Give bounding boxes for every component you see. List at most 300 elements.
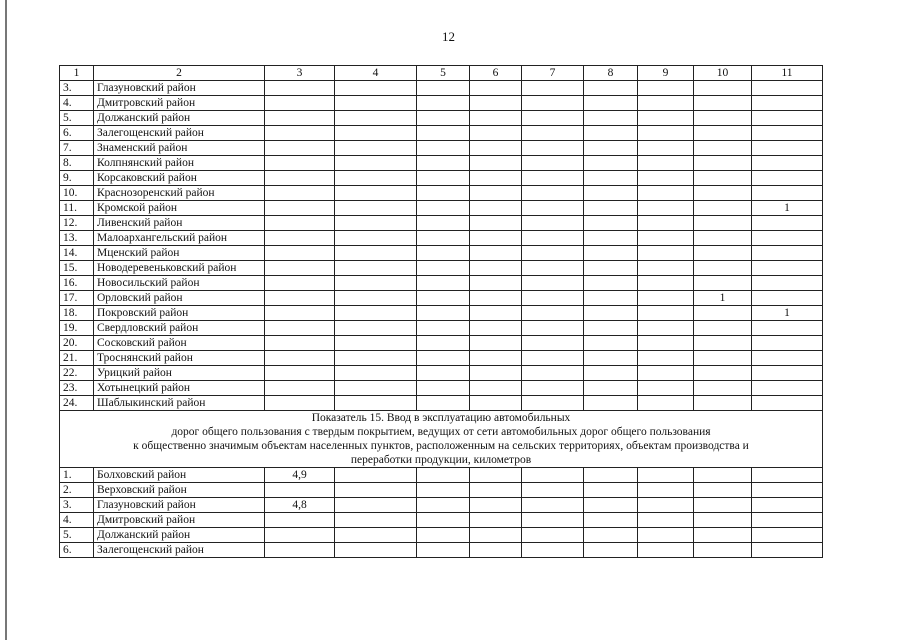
row-number: 12.	[60, 216, 94, 231]
district-name: Новосильский район	[94, 276, 265, 291]
district-name: Залегощенский район	[94, 126, 265, 141]
value-cell	[752, 96, 823, 111]
value-cell	[638, 231, 694, 246]
value-cell	[522, 186, 584, 201]
value-cell	[417, 498, 470, 513]
row-number: 18.	[60, 306, 94, 321]
value-cell	[417, 216, 470, 231]
value-cell	[470, 141, 522, 156]
value-cell: 4,9	[265, 468, 335, 483]
section-title	[60, 411, 823, 468]
value-cell	[265, 321, 335, 336]
value-cell	[522, 351, 584, 366]
value-cell	[638, 246, 694, 261]
column-number-cell: 11	[752, 66, 823, 81]
table-row	[60, 543, 823, 558]
value-cell	[752, 381, 823, 396]
value-cell	[584, 468, 638, 483]
value-cell	[470, 276, 522, 291]
value-cell	[522, 246, 584, 261]
district-name: Колпнянский район	[94, 156, 265, 171]
value-cell	[638, 111, 694, 126]
value-cell	[638, 306, 694, 321]
page-number: 12	[442, 29, 455, 44]
district-name: Верховский район	[94, 483, 265, 498]
value-cell	[752, 291, 823, 306]
value-cell	[522, 126, 584, 141]
table-row	[60, 498, 823, 513]
row-number: 14.	[60, 246, 94, 261]
district-name: Покровский район	[94, 306, 265, 321]
value-cell	[752, 141, 823, 156]
section-header-row	[60, 411, 823, 468]
value-cell	[694, 231, 752, 246]
value-cell	[335, 96, 417, 111]
section-title-line: переработки продукции, километров	[350, 454, 532, 466]
column-number-row	[60, 66, 823, 81]
value-cell	[470, 111, 522, 126]
value-cell	[584, 528, 638, 543]
value-cell	[417, 111, 470, 126]
value-cell	[335, 528, 417, 543]
value-cell	[335, 321, 417, 336]
value-cell	[522, 96, 584, 111]
row-number: 3.	[60, 498, 94, 513]
value-cell	[752, 246, 823, 261]
value-cell	[584, 276, 638, 291]
value-cell	[265, 366, 335, 381]
value-cell	[522, 483, 584, 498]
value-cell	[752, 156, 823, 171]
value-cell	[694, 381, 752, 396]
district-name: Должанский район	[94, 111, 265, 126]
value-cell	[265, 543, 335, 558]
table-row	[60, 291, 823, 306]
table-row	[60, 396, 823, 411]
table-row	[60, 483, 823, 498]
table-row	[60, 96, 823, 111]
column-number-cell: 5	[417, 66, 470, 81]
value-cell	[417, 336, 470, 351]
value-cell	[638, 366, 694, 381]
value-cell	[522, 81, 584, 96]
value-cell	[522, 498, 584, 513]
table-row	[60, 81, 823, 96]
value-cell	[470, 81, 522, 96]
value-cell	[584, 246, 638, 261]
value-cell	[638, 126, 694, 141]
value-cell	[638, 468, 694, 483]
value-cell	[470, 381, 522, 396]
row-number: 9.	[60, 171, 94, 186]
value-cell	[265, 291, 335, 306]
district-name: Знаменский район	[94, 141, 265, 156]
row-number: 7.	[60, 141, 94, 156]
value-cell	[584, 111, 638, 126]
value-cell	[752, 126, 823, 141]
district-name: Глазуновский район	[94, 81, 265, 96]
table-row	[60, 468, 823, 483]
district-name: Дмитровский район	[94, 96, 265, 111]
row-number: 5.	[60, 528, 94, 543]
value-cell	[752, 468, 823, 483]
value-cell	[638, 543, 694, 558]
value-cell	[417, 366, 470, 381]
table-row	[60, 186, 823, 201]
column-number-cell: 3	[265, 66, 335, 81]
value-cell	[470, 186, 522, 201]
table-row	[60, 336, 823, 351]
value-cell	[694, 306, 752, 321]
value-cell	[584, 96, 638, 111]
row-number: 5.	[60, 111, 94, 126]
value-cell	[522, 321, 584, 336]
row-number: 13.	[60, 231, 94, 246]
value-cell	[522, 336, 584, 351]
value-cell	[584, 498, 638, 513]
value-cell	[265, 381, 335, 396]
row-number: 16.	[60, 276, 94, 291]
value-cell	[335, 351, 417, 366]
district-name: Краснозоренский район	[94, 186, 265, 201]
value-cell	[584, 396, 638, 411]
row-number: 8.	[60, 156, 94, 171]
district-name: Корсаковский район	[94, 171, 265, 186]
value-cell	[265, 513, 335, 528]
value-cell	[694, 543, 752, 558]
value-cell	[522, 366, 584, 381]
value-cell	[470, 543, 522, 558]
value-cell	[335, 366, 417, 381]
value-cell	[335, 216, 417, 231]
value-cell	[265, 141, 335, 156]
table-row	[60, 321, 823, 336]
district-name: Свердловский район	[94, 321, 265, 336]
value-cell	[694, 141, 752, 156]
district-name: Шаблыкинский район	[94, 396, 265, 411]
value-cell	[638, 171, 694, 186]
row-number: 6.	[60, 543, 94, 558]
value-cell	[335, 246, 417, 261]
value-cell	[265, 96, 335, 111]
value-cell	[584, 483, 638, 498]
value-cell	[470, 396, 522, 411]
row-number: 22.	[60, 366, 94, 381]
value-cell	[694, 246, 752, 261]
value-cell	[638, 141, 694, 156]
value-cell	[335, 111, 417, 126]
table-row	[60, 231, 823, 246]
district-name: Болховский район	[94, 468, 265, 483]
value-cell	[694, 186, 752, 201]
table-row	[60, 381, 823, 396]
value-cell	[694, 366, 752, 381]
value-cell	[335, 498, 417, 513]
value-cell	[584, 216, 638, 231]
value-cell	[694, 156, 752, 171]
value-cell	[335, 231, 417, 246]
value-cell	[694, 336, 752, 351]
value-cell	[470, 96, 522, 111]
column-number-cell: 7	[522, 66, 584, 81]
value-cell	[335, 201, 417, 216]
value-cell	[752, 483, 823, 498]
value-cell	[522, 216, 584, 231]
value-cell	[417, 81, 470, 96]
district-name: Урицкий район	[94, 366, 265, 381]
table-row	[60, 171, 823, 186]
value-cell	[584, 336, 638, 351]
value-cell	[522, 171, 584, 186]
row-number: 4.	[60, 513, 94, 528]
value-cell	[638, 156, 694, 171]
value-cell	[470, 366, 522, 381]
value-cell	[694, 111, 752, 126]
value-cell	[752, 231, 823, 246]
district-name: Мценский район	[94, 246, 265, 261]
value-cell	[265, 201, 335, 216]
table-row	[60, 276, 823, 291]
value-cell	[265, 396, 335, 411]
value-cell	[417, 543, 470, 558]
value-cell	[265, 186, 335, 201]
value-cell	[522, 141, 584, 156]
value-cell	[584, 306, 638, 321]
table-row	[60, 306, 823, 321]
value-cell	[694, 321, 752, 336]
value-cell	[522, 468, 584, 483]
value-cell	[584, 201, 638, 216]
value-cell	[522, 261, 584, 276]
column-number-cell: 6	[470, 66, 522, 81]
value-cell	[638, 528, 694, 543]
value-cell	[638, 216, 694, 231]
value-cell	[752, 111, 823, 126]
value-cell	[417, 291, 470, 306]
value-cell	[584, 231, 638, 246]
value-cell: 1	[752, 201, 823, 216]
value-cell	[265, 276, 335, 291]
table-row	[60, 216, 823, 231]
value-cell	[470, 126, 522, 141]
value-cell	[584, 126, 638, 141]
value-cell	[584, 321, 638, 336]
value-cell	[522, 111, 584, 126]
value-cell	[584, 543, 638, 558]
value-cell	[335, 261, 417, 276]
value-cell	[584, 261, 638, 276]
value-cell	[694, 351, 752, 366]
value-cell	[417, 96, 470, 111]
value-cell	[265, 231, 335, 246]
district-name: Кромской район	[94, 201, 265, 216]
value-cell	[265, 126, 335, 141]
value-cell	[752, 513, 823, 528]
column-number-cell: 8	[584, 66, 638, 81]
value-cell	[638, 261, 694, 276]
value-cell	[470, 513, 522, 528]
value-cell	[470, 156, 522, 171]
district-name: Сосковский район	[94, 336, 265, 351]
value-cell	[584, 351, 638, 366]
value-cell	[584, 366, 638, 381]
value-cell	[694, 483, 752, 498]
value-cell	[638, 483, 694, 498]
value-cell	[694, 81, 752, 96]
value-cell	[265, 171, 335, 186]
row-number: 15.	[60, 261, 94, 276]
value-cell: 4,8	[265, 498, 335, 513]
value-cell	[335, 141, 417, 156]
value-cell	[752, 276, 823, 291]
value-cell	[470, 336, 522, 351]
value-cell	[417, 321, 470, 336]
value-cell	[335, 381, 417, 396]
value-cell	[335, 171, 417, 186]
value-cell	[522, 306, 584, 321]
district-name: Орловский район	[94, 291, 265, 306]
value-cell	[522, 396, 584, 411]
value-cell	[638, 351, 694, 366]
table-row	[60, 201, 823, 216]
value-cell	[265, 483, 335, 498]
value-cell	[470, 498, 522, 513]
value-cell	[265, 336, 335, 351]
table-row	[60, 141, 823, 156]
value-cell	[335, 126, 417, 141]
value-cell	[694, 126, 752, 141]
value-cell	[417, 276, 470, 291]
table-row	[60, 528, 823, 543]
value-cell	[752, 171, 823, 186]
column-number-cell: 2	[94, 66, 265, 81]
value-cell	[752, 366, 823, 381]
value-cell	[694, 216, 752, 231]
value-cell	[265, 111, 335, 126]
value-cell	[522, 381, 584, 396]
value-cell	[694, 96, 752, 111]
table-row	[60, 156, 823, 171]
value-cell	[470, 483, 522, 498]
value-cell	[584, 291, 638, 306]
value-cell	[470, 321, 522, 336]
value-cell	[694, 498, 752, 513]
value-cell	[335, 336, 417, 351]
value-cell	[335, 186, 417, 201]
value-cell	[265, 528, 335, 543]
value-cell	[694, 171, 752, 186]
table-body	[60, 66, 823, 558]
value-cell	[522, 291, 584, 306]
value-cell	[417, 483, 470, 498]
district-name: Дмитровский район	[94, 513, 265, 528]
value-cell	[265, 306, 335, 321]
value-cell	[694, 201, 752, 216]
indicator-table	[59, 65, 823, 558]
value-cell	[417, 513, 470, 528]
value-cell	[335, 276, 417, 291]
table-row	[60, 111, 823, 126]
value-cell	[752, 186, 823, 201]
value-cell	[335, 543, 417, 558]
column-number-cell: 4	[335, 66, 417, 81]
value-cell	[470, 261, 522, 276]
value-cell	[694, 396, 752, 411]
value-cell	[470, 306, 522, 321]
value-cell	[335, 156, 417, 171]
section-title-line: дорог общего пользования с твердым покрытием, ведущих от сети автомобильных дорог общего пользования	[171, 426, 711, 438]
value-cell	[417, 141, 470, 156]
value-cell	[752, 528, 823, 543]
value-cell	[752, 351, 823, 366]
value-cell	[265, 246, 335, 261]
value-cell	[417, 468, 470, 483]
row-number: 21.	[60, 351, 94, 366]
district-name: Троснянский район	[94, 351, 265, 366]
value-cell	[335, 483, 417, 498]
value-cell	[522, 231, 584, 246]
value-cell	[470, 246, 522, 261]
table-row	[60, 351, 823, 366]
row-number: 11.	[60, 201, 94, 216]
value-cell	[752, 498, 823, 513]
value-cell	[584, 513, 638, 528]
table-row	[60, 246, 823, 261]
district-name: Малоархангельский район	[94, 231, 265, 246]
row-number: 23.	[60, 381, 94, 396]
value-cell	[417, 396, 470, 411]
value-cell	[417, 381, 470, 396]
column-number-cell: 10	[694, 66, 752, 81]
value-cell	[417, 246, 470, 261]
value-cell	[522, 513, 584, 528]
value-cell	[694, 261, 752, 276]
row-number: 4.	[60, 96, 94, 111]
left-margin-rule	[5, 0, 7, 640]
district-name: Глазуновский район	[94, 498, 265, 513]
value-cell	[638, 513, 694, 528]
value-cell	[470, 171, 522, 186]
value-cell	[638, 186, 694, 201]
value-cell	[584, 186, 638, 201]
district-name: Хотынецкий район	[94, 381, 265, 396]
value-cell	[638, 321, 694, 336]
value-cell	[265, 261, 335, 276]
column-number-cell: 9	[638, 66, 694, 81]
value-cell: 1	[752, 306, 823, 321]
district-name: Должанский район	[94, 528, 265, 543]
row-number: 3.	[60, 81, 94, 96]
value-cell	[265, 156, 335, 171]
value-cell	[470, 201, 522, 216]
value-cell	[752, 336, 823, 351]
value-cell	[752, 543, 823, 558]
value-cell	[584, 171, 638, 186]
table-row	[60, 513, 823, 528]
value-cell	[470, 528, 522, 543]
value-cell	[638, 291, 694, 306]
value-cell	[417, 201, 470, 216]
section-title-line: Показатель 15. Ввод в эксплуатацию автомобильных	[311, 412, 571, 424]
value-cell	[265, 351, 335, 366]
value-cell	[752, 216, 823, 231]
value-cell	[417, 186, 470, 201]
value-cell	[638, 336, 694, 351]
value-cell	[470, 468, 522, 483]
value-cell	[638, 381, 694, 396]
value-cell	[265, 216, 335, 231]
value-cell	[417, 306, 470, 321]
